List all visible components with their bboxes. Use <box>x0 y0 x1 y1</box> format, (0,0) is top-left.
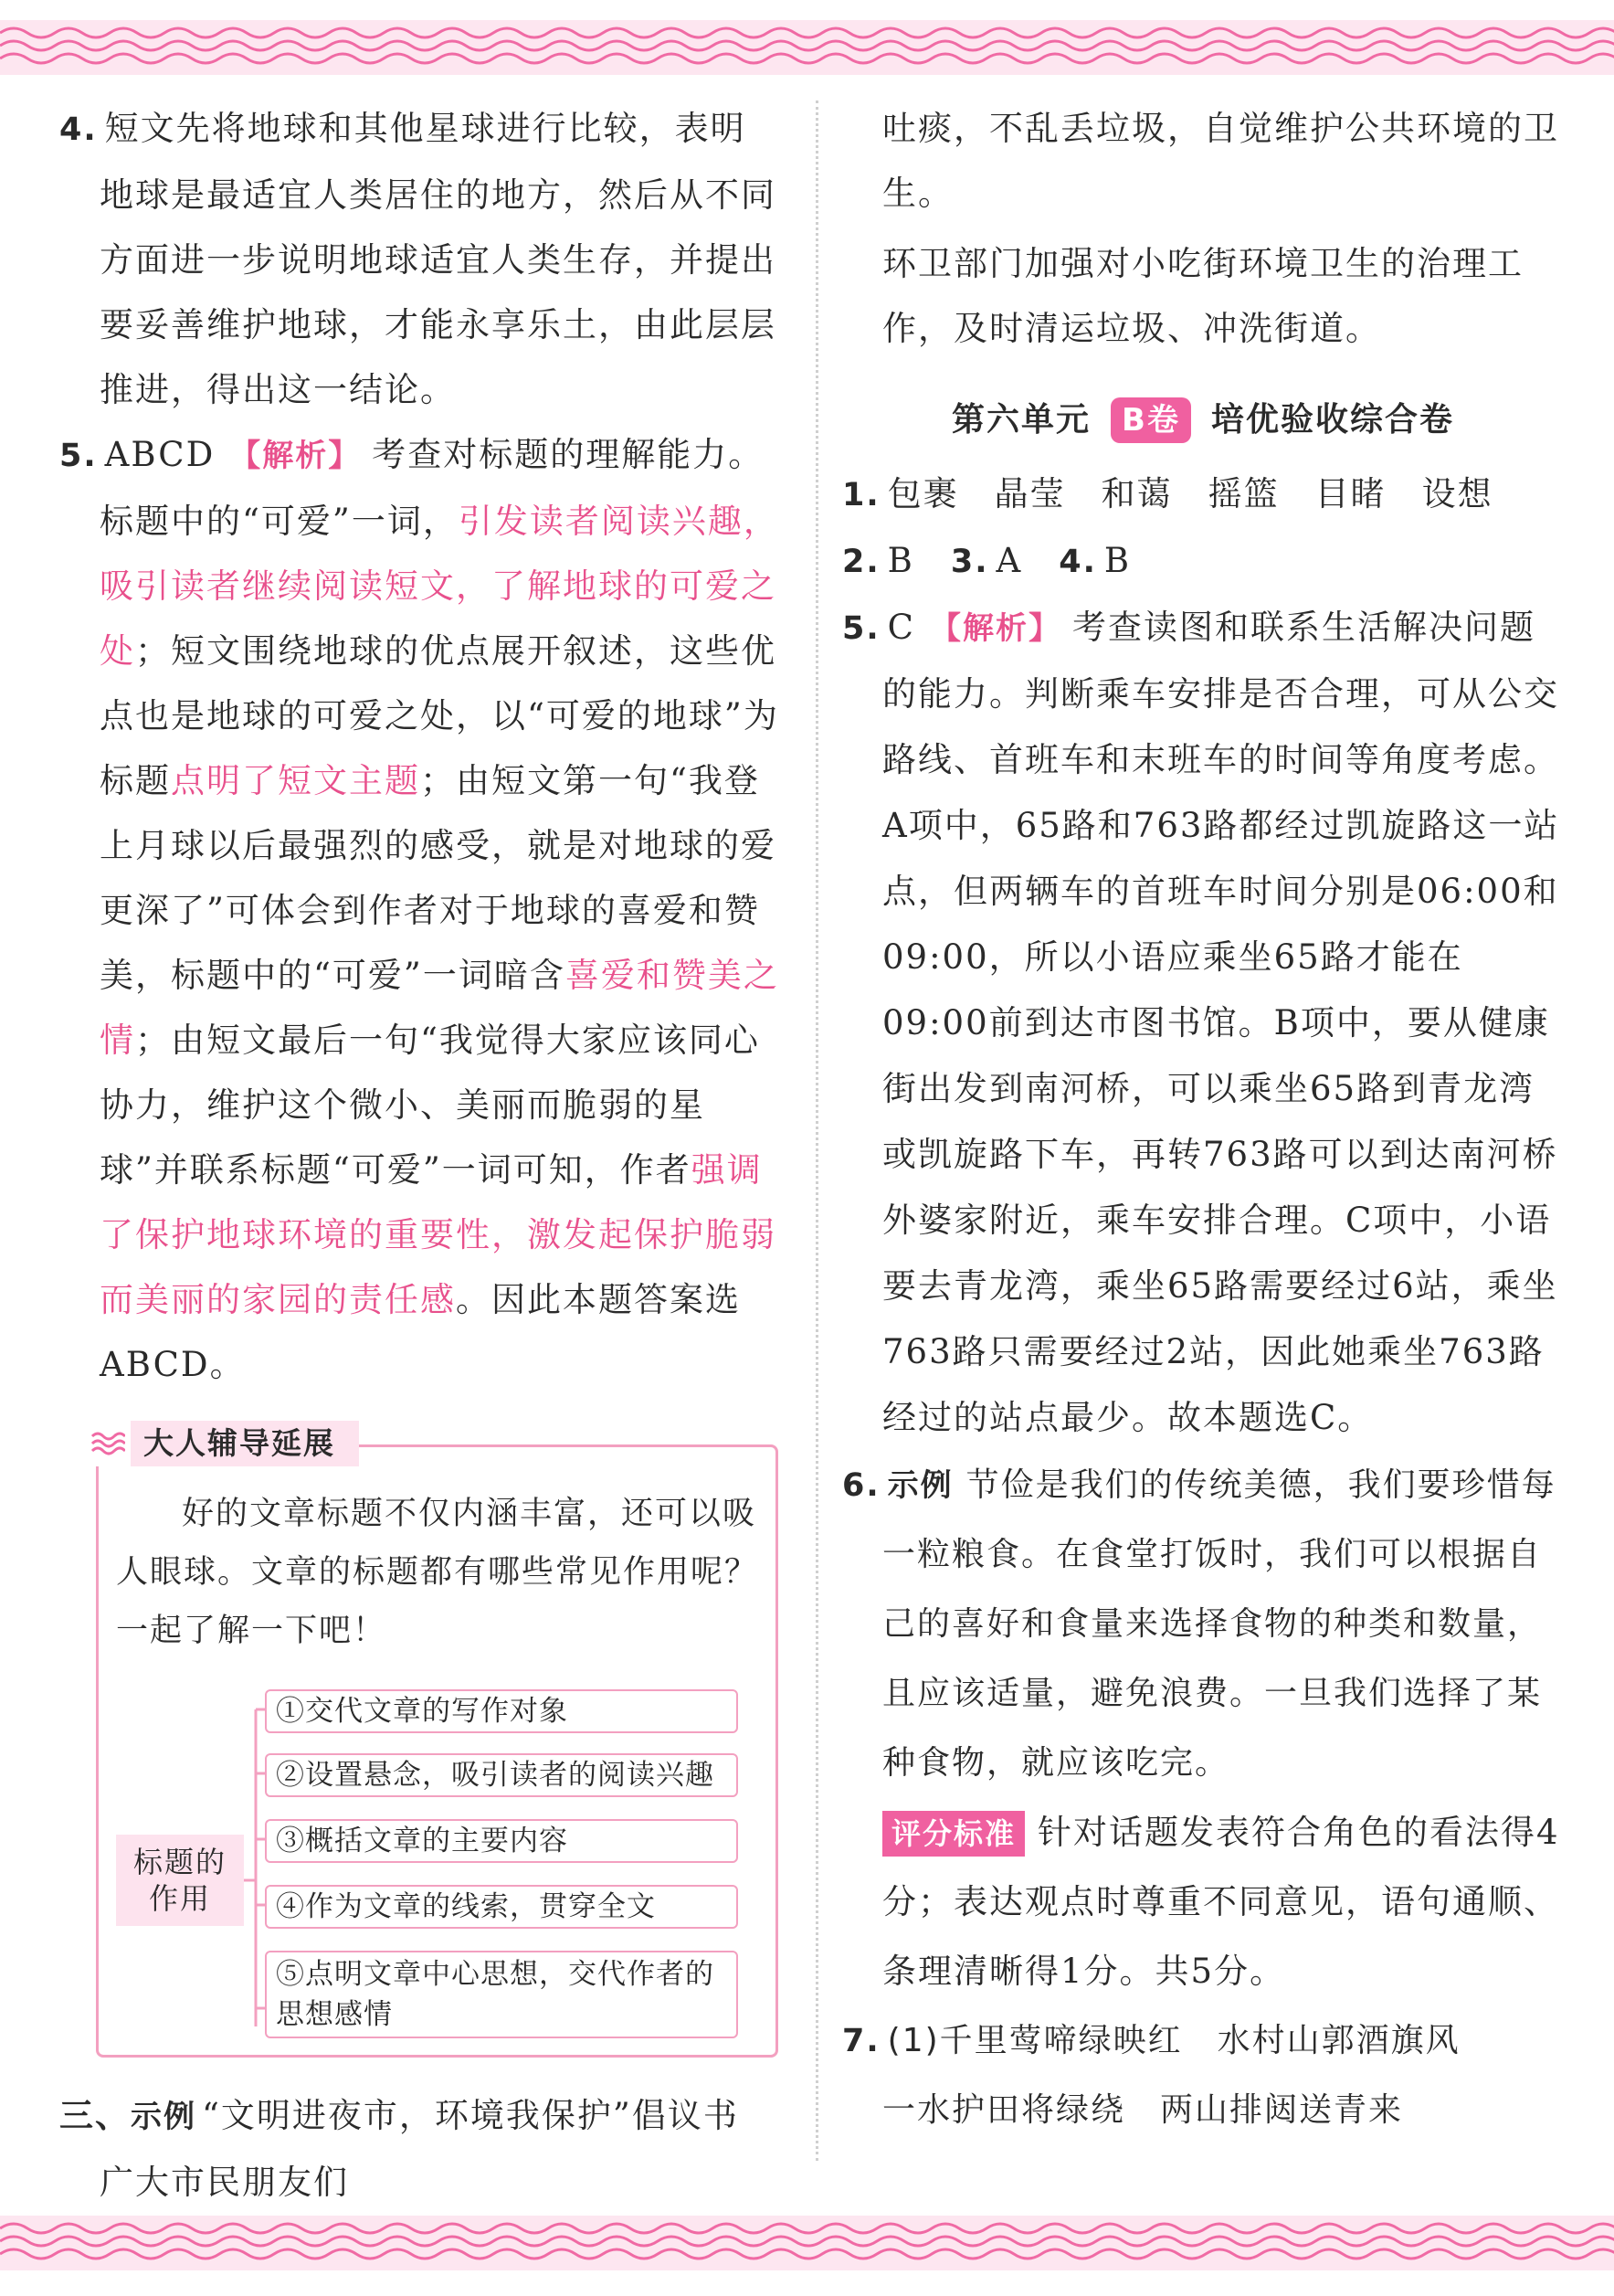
question-number: 4. <box>59 111 98 148</box>
question-number: 4. <box>1059 544 1097 580</box>
function-item: ①交代文章的写作对象 <box>265 1689 738 1733</box>
left-column <box>59 96 781 2280</box>
question-number: 6. <box>842 1467 881 1504</box>
answer-choice: C <box>887 608 915 647</box>
analysis-phrase: ；由短文第一句“我登上月球以后最强烈的感受，就是对地球的爱更深了”可体会到作者对于地球的喜爱和赞美，标题中的“可爱”一词暗含 <box>100 761 776 995</box>
analysis-phrase: 。因此本题答案选ABCD。 <box>100 1280 741 1384</box>
question-number: 7. <box>842 2023 881 2059</box>
unit-subtitle: 培优验收综合卷 <box>1210 401 1454 439</box>
analysis-phrase: ；由短文最后一句“我觉得大家应该同心协力，维护这个微小、美丽而脆弱的星球”并联系标题“可爱”一词可知，作者 <box>100 1021 760 1190</box>
poem-line: (1)千里莺啼绿映红 水村山郭酒旗风 <box>887 2022 1461 2059</box>
proposal-title: “文明进夜市，环境我保护”倡议书 <box>202 2096 739 2135</box>
question-number: 2. <box>842 544 881 580</box>
question-number: 5. <box>59 438 98 474</box>
analysis-label: 【解析】 <box>229 438 362 474</box>
highlighted-phrase: 喜爱和赞美之情 <box>100 956 779 1060</box>
right-column <box>842 96 1564 2145</box>
volume-badge: B卷 <box>1111 397 1191 443</box>
column-divider <box>816 101 818 2161</box>
answer-text: 短文先将地球和其他星球进行比较，表明地球是最适宜人类居住的地方，然后从不同方面进一步说明地球适宜人类生存，并提出要妥善维护地球，才能永享乐土，由此层层推进，得出这一结论。 <box>100 109 776 409</box>
answer-1 <box>842 461 1564 528</box>
title-function-diagram <box>96 1666 776 2049</box>
extension-title: 大人辅导延展 <box>131 1421 359 1466</box>
scoring-criteria <box>842 1798 1564 2006</box>
answer-choice: A <box>996 541 1023 580</box>
answers-2-4 <box>842 528 1564 595</box>
scoring-text: 针对话题发表符合角色的看法得4分；表达观点时尊重不同意见，语句通顺、条理清晰得1分。共5分。 <box>882 1813 1560 1991</box>
highlighted-phrase: 引发读者阅读兴趣，吸引读者继续阅读短文，了解地球的可爱之处 <box>100 502 779 671</box>
answer-choice: ABCD <box>104 435 216 474</box>
analysis-phrase: ；短文围绕地球的优点展开叙述，这些优点也是地球的可爱之处，以“可爱的地球”为标题 <box>100 631 779 800</box>
answer-4 <box>59 96 781 422</box>
bottom-wave-border <box>0 2216 1614 2270</box>
question-number: 3. <box>950 544 989 580</box>
wave-lines-icon <box>89 1425 125 1462</box>
title-role-label <box>116 1835 244 1926</box>
part-3-heading <box>59 2083 781 2150</box>
function-item: ②设置悬念，吸引读者的阅读兴趣 <box>265 1753 738 1797</box>
extension-intro-text: 好的文章标题不仅内涵丰富，还可以吸人眼球。文章的标题都有哪些常见作用呢？一起了解一下吧！ <box>116 1496 759 1649</box>
scoring-badge: 评分标准 <box>882 1811 1025 1857</box>
proposal-greeting: 广大市民朋友们 <box>100 2163 349 2202</box>
continued-text-1: 吐痰，不乱丢垃圾，自觉维护公共环境的卫生。 <box>882 109 1559 213</box>
answer-choice: B <box>1103 541 1132 580</box>
highlighted-phrase: 点明了短文主题 <box>171 761 420 800</box>
answer-choice: B <box>887 541 914 580</box>
answer-5 <box>842 595 1564 1451</box>
extension-header <box>89 1421 359 1466</box>
example-label: 示例 <box>887 1467 954 1504</box>
unit-title: 第六单元 <box>952 401 1092 439</box>
section-number: 三、 <box>59 2096 131 2135</box>
question-number: 5. <box>842 610 881 647</box>
title-role-line2: 作用 <box>148 1881 211 1916</box>
analysis-text: 考查读图和联系生活解决问题的能力。判断乘车安排是否合理，可从公交路线、首班车和末班车的时间等角度考虑。A项中，65路和763路都经过凯旋路这一站点，但两辆车的首班车时间分别是06:00和09:00，所以小语应乘坐65路才能在09:00前到达市图书馆。B项中，要从健康街出发到南河桥，可以乘坐65路到青龙湾或凯旋路下车，再转763路可以到达南河桥外婆家附近，乘车安排合理。C项中，小语要去青龙湾，乘坐65路需要经过6站，乘坐763路只需要经过2站，因此她乘坐763路经过的站点最少。故本题选C。 <box>882 608 1560 1437</box>
continued-text-2: 环卫部门加强对小吃街环境卫生的治理工作，及时清运垃圾、冲洗街道。 <box>882 244 1524 348</box>
function-item: ③概括文章的主要内容 <box>265 1819 738 1863</box>
extension-intro <box>116 1485 760 1660</box>
example-label: 示例 <box>131 2099 196 2135</box>
function-item: ④作为文章的线索，贯穿全文 <box>265 1885 738 1929</box>
top-wave-border <box>0 20 1614 75</box>
analysis-text <box>100 435 779 1384</box>
function-item: ⑤点明文章中心思想，交代作者的思想感情 <box>265 1951 738 2038</box>
answer-6 <box>842 1451 1564 1798</box>
tutoring-extension-box <box>96 1421 776 2056</box>
poem-line: 一水护田将绿绕 两山排闼送青来 <box>882 2091 1404 2129</box>
unit-heading <box>842 394 1564 443</box>
analysis-label: 【解析】 <box>929 610 1061 647</box>
answer-5 <box>59 422 781 1397</box>
analysis-phrase: 考查对标题的理解能力。标题中的“可爱”一词， <box>100 435 765 541</box>
answer-text: 节俭是我们的传统美德，我们要珍惜每一粒粮食。在食堂打饭时，我们可以根据自己的喜好和食量来选择食物的种类和数量，且应该适量，避免浪费。一旦我们选择了某种食物，就应该吃完。 <box>882 1466 1556 1782</box>
answer-7 <box>842 2006 1564 2076</box>
question-number: 1. <box>842 477 881 513</box>
title-role-line1: 标题的 <box>132 1845 227 1879</box>
answer-words: 包裹 晶莹 和蔼 摇篮 目睹 设想 <box>887 474 1493 513</box>
highlighted-phrase: 强调了保护地球环境的重要性，激发起保护脆弱而美丽的家园的责任感 <box>100 1150 776 1319</box>
